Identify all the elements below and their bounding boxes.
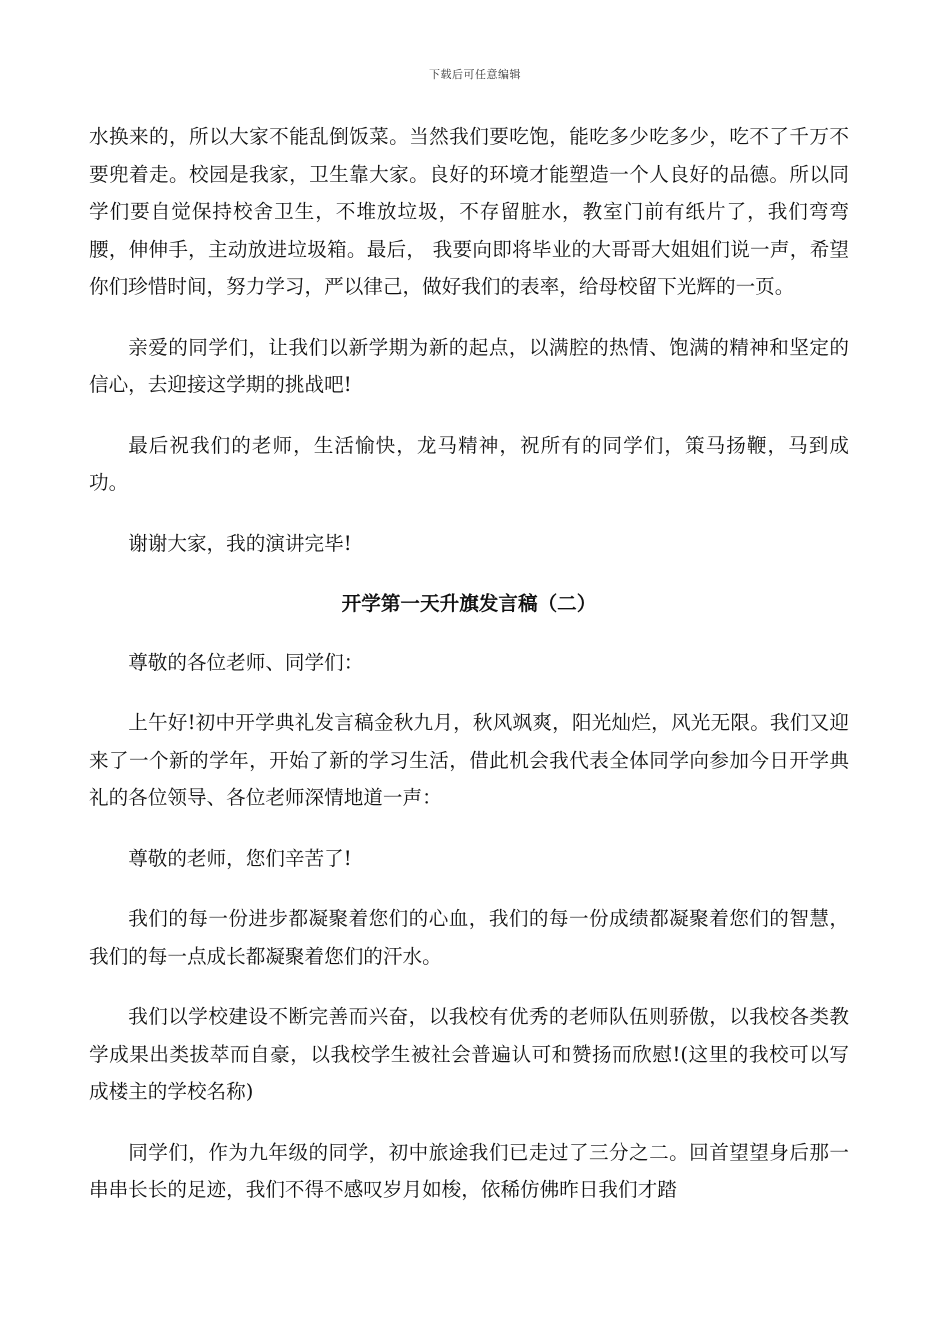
section-heading: 开学第一天升旗发言稿（二） [341,592,597,615]
page-header: 下载后可任意编辑 [429,68,521,81]
paragraph-6: 上午好!初中开学典礼发言稿金秋九月，秋风飒爽，阳光灿烂，风光无限。我们又迎来了一个新的学年，开始了新的学习生活，借此机会我代表全体同学向参加今日开学典礼的各位领导、各位老师深情地道一声： [89,711,849,809]
document-body [89,118,849,1209]
paragraph-5: 尊敬的各位老师、同学们： [128,650,364,674]
paragraph-3: 最后祝我们的老师，生活愉快，龙马精神，祝所有的同学们，策马扬鞭，马到成功。 [89,433,849,494]
paragraph-4: 谢谢大家，我的演讲完毕! [128,531,352,555]
paragraph-7: 尊敬的老师，您们辛苦了! [128,846,352,870]
paragraph-1: 水换来的，所以大家不能乱倒饭菜。当然我们要吃饱，能吃多少吃多少，吃不了千万不要兜着走。校园是我家，卫生靠大家。良好的环境才能塑造一个人良好的品德。所以同学们要自觉保持校舍卫生，不堆放垃圾，不存留脏水，教室门前有纸片了，我们弯弯腰，伸伸手，主动放进垃圾箱。最后， 我要向即将毕业的大哥哥大姐姐们说一声，希望你们珍惜时间，努力学习，严以律己，做好我们的表率，给母校留下光辉的一页。 [89,125,849,298]
paragraph-9: 我们以学校建设不断完善而兴奋，以我校有优秀的老师队伍则骄傲，以我校各类教学成果出类拔萃而自豪，以我校学生被社会普遍认可和赞扬而欣慰!(这里的我校可以写成楼主的学校名称) [89,1005,849,1103]
paragraph-8: 我们的每一份进步都凝聚着您们的心血，我们的每一份成绩都凝聚着您们的智慧，我们的每一点成长都凝聚着您们的汗水。 [89,907,849,968]
paragraph-2: 亲爱的同学们，让我们以新学期为新的起点，以满腔的热情、饱满的精神和坚定的信心，去迎接这学期的挑战吧! [89,335,849,396]
paragraph-10: 同学们，作为九年级的同学，初中旅途我们已走过了三分之二。回首望望身后那一串串长长的足迹，我们不得不感叹岁月如梭，依稀仿佛昨日我们才踏 [89,1140,849,1201]
